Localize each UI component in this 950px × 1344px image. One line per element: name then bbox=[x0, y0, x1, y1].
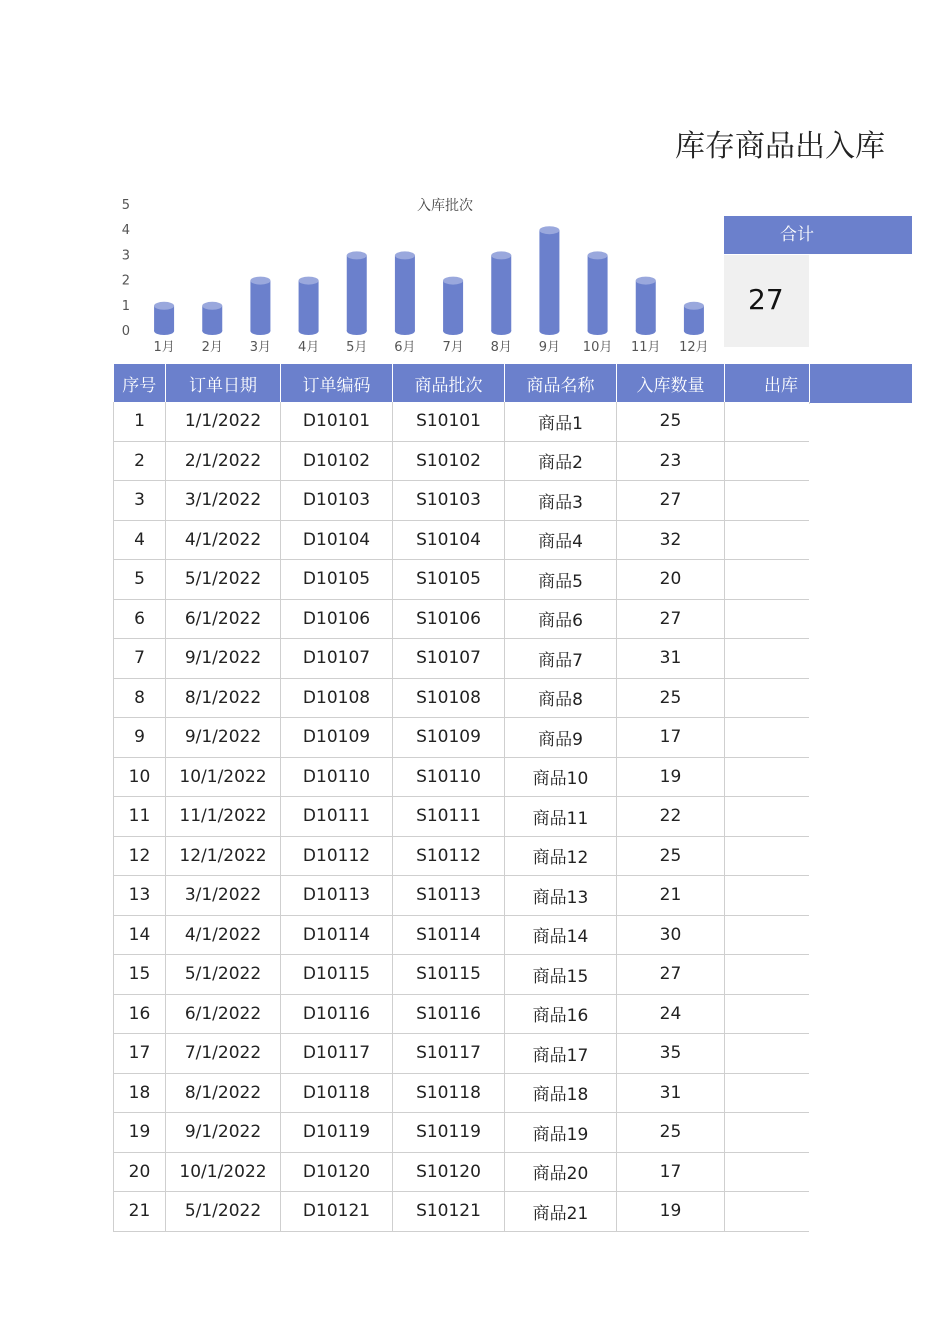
cell-order-code: D10103 bbox=[281, 481, 393, 521]
table-row bbox=[114, 402, 810, 441]
product-name-prefix: 商品 bbox=[532, 769, 567, 790]
cell-batch: S10110 bbox=[393, 757, 505, 797]
cell-order-code: D10114 bbox=[281, 915, 393, 955]
cell-index: 7 bbox=[114, 639, 166, 679]
product-name-prefix: 商品 bbox=[532, 966, 567, 987]
cell-order-date: 11/1/2022 bbox=[166, 797, 281, 837]
product-name-number: 19 bbox=[566, 1124, 589, 1145]
cell-batch: S10121 bbox=[393, 1192, 505, 1232]
bar bbox=[443, 277, 463, 335]
cell-inbound-qty: 17 bbox=[617, 718, 725, 758]
cell-batch: S10105 bbox=[393, 560, 505, 600]
cell-index: 13 bbox=[114, 876, 166, 916]
table-row bbox=[114, 915, 810, 955]
inbound-batch-chart bbox=[110, 190, 720, 360]
cell-inbound-qty: 25 bbox=[617, 1113, 725, 1153]
cell-order-date: 9/1/2022 bbox=[166, 639, 281, 679]
product-name-number: 6 bbox=[572, 611, 583, 632]
cell-order-code: D10107 bbox=[281, 639, 393, 679]
x-tick-label: 12月 bbox=[679, 340, 709, 355]
y-tick-label: 0 bbox=[121, 324, 130, 339]
cell-batch: S10107 bbox=[393, 639, 505, 679]
cell-order-code: D10120 bbox=[281, 1152, 393, 1192]
bar-base bbox=[395, 327, 415, 335]
col-header-inbound-qty: 入库数量 bbox=[617, 364, 725, 402]
bar-base bbox=[299, 327, 319, 335]
bar-body bbox=[395, 255, 415, 331]
table-row bbox=[114, 639, 810, 679]
cell-order-code: D10102 bbox=[281, 441, 393, 481]
page-title: 库存商品出入库 bbox=[675, 129, 885, 164]
bar-cap bbox=[588, 251, 608, 259]
col-header-order-date: 订单日期 bbox=[166, 364, 281, 402]
cell-product-name bbox=[505, 1034, 617, 1074]
y-tick-label: 3 bbox=[121, 248, 130, 264]
bar-base bbox=[539, 327, 559, 335]
bar bbox=[395, 251, 415, 335]
bar-cap bbox=[636, 277, 656, 285]
cell-order-date: 5/1/2022 bbox=[166, 1192, 281, 1232]
cell-product-name bbox=[505, 1152, 617, 1192]
table-row bbox=[114, 757, 810, 797]
bar-cap bbox=[443, 277, 463, 285]
cell-inbound-qty: 35 bbox=[617, 1034, 725, 1074]
bar-base bbox=[443, 327, 463, 335]
y-tick-label: 5 bbox=[121, 198, 130, 213]
product-name-prefix: 商品 bbox=[532, 927, 567, 948]
bar-body bbox=[636, 281, 656, 331]
product-name-number: 21 bbox=[566, 1203, 589, 1224]
cell-index: 16 bbox=[114, 994, 166, 1034]
cell-index: 15 bbox=[114, 955, 166, 995]
cell-batch: S10101 bbox=[393, 402, 505, 441]
cell-outbound bbox=[725, 836, 810, 876]
cell-outbound bbox=[725, 678, 810, 718]
cell-order-date: 10/1/2022 bbox=[166, 757, 281, 797]
cell-batch: S10119 bbox=[393, 1113, 505, 1153]
product-name-number: 13 bbox=[566, 887, 589, 908]
cell-order-code: D10110 bbox=[281, 757, 393, 797]
bar-cap bbox=[202, 302, 222, 310]
clip-mask bbox=[809, 255, 950, 363]
col-header-outbound-label: 出库 bbox=[764, 375, 798, 396]
cell-inbound-qty: 21 bbox=[617, 876, 725, 916]
table-row bbox=[114, 441, 810, 481]
table-row bbox=[114, 955, 810, 995]
cell-inbound-qty: 25 bbox=[617, 402, 725, 441]
bar-body bbox=[299, 281, 319, 331]
cell-product-name bbox=[505, 797, 617, 837]
cell-outbound bbox=[725, 915, 810, 955]
cell-outbound bbox=[725, 876, 810, 916]
table-row bbox=[114, 560, 810, 600]
cell-batch: S10114 bbox=[393, 915, 505, 955]
product-name-number: 9 bbox=[572, 729, 583, 750]
cell-order-code: D10101 bbox=[281, 402, 393, 441]
cell-order-code: D10117 bbox=[281, 1034, 393, 1074]
cell-batch: S10113 bbox=[393, 876, 505, 916]
cell-outbound bbox=[725, 994, 810, 1034]
bar-cap bbox=[491, 251, 511, 259]
cell-product-name bbox=[505, 1073, 617, 1113]
bar-body bbox=[250, 281, 270, 331]
cell-order-code: D10109 bbox=[281, 718, 393, 758]
cell-order-date: 6/1/2022 bbox=[166, 994, 281, 1034]
cell-outbound bbox=[725, 639, 810, 679]
product-name-prefix: 商品 bbox=[538, 413, 573, 434]
cell-index: 11 bbox=[114, 797, 166, 837]
cell-batch: S10104 bbox=[393, 520, 505, 560]
product-name-prefix: 商品 bbox=[532, 848, 567, 869]
bar bbox=[347, 251, 367, 335]
bar bbox=[202, 302, 222, 335]
cell-order-code: D10104 bbox=[281, 520, 393, 560]
cell-order-code: D10116 bbox=[281, 994, 393, 1034]
cell-order-code: D10119 bbox=[281, 1113, 393, 1153]
product-name-prefix: 商品 bbox=[532, 1124, 567, 1145]
cell-index: 14 bbox=[114, 915, 166, 955]
product-name-prefix: 商品 bbox=[532, 808, 567, 829]
cell-order-date: 3/1/2022 bbox=[166, 481, 281, 521]
bar-base bbox=[684, 327, 704, 335]
col-header-order-code: 订单编码 bbox=[281, 364, 393, 402]
chart-svg bbox=[110, 190, 720, 360]
cell-outbound bbox=[725, 560, 810, 600]
table-row bbox=[114, 994, 810, 1034]
cell-inbound-qty: 19 bbox=[617, 757, 725, 797]
cell-product-name bbox=[505, 994, 617, 1034]
cell-order-date: 4/1/2022 bbox=[166, 915, 281, 955]
bar-cap bbox=[684, 302, 704, 310]
x-tick-label: 6月 bbox=[394, 340, 416, 355]
cell-batch: S10108 bbox=[393, 678, 505, 718]
cell-index: 21 bbox=[114, 1192, 166, 1232]
cell-order-date: 9/1/2022 bbox=[166, 1113, 281, 1153]
cell-outbound bbox=[725, 1034, 810, 1074]
cell-index: 18 bbox=[114, 1073, 166, 1113]
product-name-prefix: 商品 bbox=[532, 1164, 567, 1185]
bar-cap bbox=[250, 277, 270, 285]
bar-body bbox=[347, 255, 367, 331]
bar-body bbox=[539, 230, 559, 331]
cell-outbound bbox=[725, 797, 810, 837]
product-name-number: 20 bbox=[566, 1164, 589, 1185]
product-name-prefix: 商品 bbox=[538, 492, 573, 513]
x-tick-label: 4月 bbox=[297, 340, 320, 355]
cell-index: 20 bbox=[114, 1152, 166, 1192]
cell-index: 6 bbox=[114, 599, 166, 639]
bar bbox=[539, 226, 559, 335]
cell-index: 12 bbox=[114, 836, 166, 876]
x-tick-label: 7月 bbox=[442, 340, 464, 355]
table-header-row bbox=[114, 364, 810, 402]
table-row bbox=[114, 1152, 810, 1192]
cell-outbound bbox=[725, 1113, 810, 1153]
cell-index: 8 bbox=[114, 678, 166, 718]
bar-cap bbox=[539, 226, 559, 234]
product-name-prefix: 商品 bbox=[538, 571, 573, 592]
x-tick-label: 11月 bbox=[630, 340, 661, 355]
bar bbox=[636, 277, 656, 335]
cell-batch: S10115 bbox=[393, 955, 505, 995]
product-name-prefix: 商品 bbox=[538, 729, 573, 750]
cell-order-code: D10111 bbox=[281, 797, 393, 837]
cell-outbound bbox=[725, 520, 810, 560]
product-name-prefix: 商品 bbox=[538, 453, 573, 474]
cell-outbound bbox=[725, 481, 810, 521]
col-header-batch: 商品批次 bbox=[393, 364, 505, 402]
cell-product-name bbox=[505, 441, 617, 481]
cell-outbound bbox=[725, 599, 810, 639]
product-name-number: 7 bbox=[572, 650, 583, 671]
cell-order-date: 9/1/2022 bbox=[166, 718, 281, 758]
cell-product-name bbox=[505, 1113, 617, 1153]
cell-order-code: D10113 bbox=[281, 876, 393, 916]
cell-order-code: D10108 bbox=[281, 678, 393, 718]
table-row bbox=[114, 678, 810, 718]
cell-outbound bbox=[725, 757, 810, 797]
cell-inbound-qty: 30 bbox=[617, 915, 725, 955]
x-tick-label: 8月 bbox=[490, 340, 512, 355]
cell-outbound bbox=[725, 402, 810, 441]
col-header-outbound bbox=[725, 364, 810, 402]
cell-inbound-qty: 22 bbox=[617, 797, 725, 837]
total-header-label: 合计 bbox=[780, 225, 814, 245]
table-row bbox=[114, 1113, 810, 1153]
product-name-prefix: 商品 bbox=[538, 532, 573, 553]
cell-product-name bbox=[505, 599, 617, 639]
table-row bbox=[114, 1073, 810, 1113]
cell-batch: S10118 bbox=[393, 1073, 505, 1113]
cell-batch: S10109 bbox=[393, 718, 505, 758]
product-name-prefix: 商品 bbox=[532, 1203, 567, 1224]
bar-base bbox=[491, 327, 511, 335]
bar-cap bbox=[347, 251, 367, 259]
cell-batch: S10102 bbox=[393, 441, 505, 481]
product-name-number: 14 bbox=[566, 927, 589, 948]
cell-batch: S10120 bbox=[393, 1152, 505, 1192]
table-row bbox=[114, 836, 810, 876]
cell-batch: S10117 bbox=[393, 1034, 505, 1074]
product-name-prefix: 商品 bbox=[532, 1045, 567, 1066]
y-tick-label: 2 bbox=[121, 273, 130, 289]
y-tick-label: 1 bbox=[121, 298, 130, 314]
product-name-prefix: 商品 bbox=[532, 1006, 567, 1027]
x-tick-label: 2月 bbox=[201, 340, 223, 355]
cell-batch: S10103 bbox=[393, 481, 505, 521]
cell-order-code: D10121 bbox=[281, 1192, 393, 1232]
bar-cap bbox=[299, 277, 319, 285]
inventory-table bbox=[113, 364, 810, 1232]
product-name-prefix: 商品 bbox=[538, 650, 573, 671]
bar-body bbox=[443, 281, 463, 331]
cell-inbound-qty: 25 bbox=[617, 836, 725, 876]
bar-cap bbox=[154, 302, 174, 310]
cell-inbound-qty: 25 bbox=[617, 678, 725, 718]
cell-order-date: 10/1/2022 bbox=[166, 1152, 281, 1192]
cell-index: 3 bbox=[114, 481, 166, 521]
table-row bbox=[114, 599, 810, 639]
cell-outbound bbox=[725, 441, 810, 481]
total-header bbox=[724, 216, 912, 254]
cell-order-date: 12/1/2022 bbox=[166, 836, 281, 876]
cell-index: 5 bbox=[114, 560, 166, 600]
cell-product-name bbox=[505, 876, 617, 916]
cell-index: 2 bbox=[114, 441, 166, 481]
cell-inbound-qty: 23 bbox=[617, 441, 725, 481]
col-header-product-name: 商品名称 bbox=[505, 364, 617, 402]
cell-order-date: 8/1/2022 bbox=[166, 1073, 281, 1113]
cell-index: 17 bbox=[114, 1034, 166, 1074]
bar-body bbox=[491, 255, 511, 331]
bar bbox=[588, 251, 608, 335]
bar-cap bbox=[395, 251, 415, 259]
cell-product-name bbox=[505, 481, 617, 521]
product-name-prefix: 商品 bbox=[538, 611, 573, 632]
cell-inbound-qty: 31 bbox=[617, 639, 725, 679]
cell-order-code: D10105 bbox=[281, 560, 393, 600]
cell-batch: S10111 bbox=[393, 797, 505, 837]
product-name-number: 10 bbox=[566, 769, 589, 790]
x-tick-label: 10月 bbox=[582, 340, 613, 355]
cell-order-date: 6/1/2022 bbox=[166, 599, 281, 639]
table-row bbox=[114, 718, 810, 758]
cell-inbound-qty: 20 bbox=[617, 560, 725, 600]
total-box bbox=[724, 255, 809, 347]
cell-order-date: 5/1/2022 bbox=[166, 955, 281, 995]
cell-order-date: 5/1/2022 bbox=[166, 560, 281, 600]
bar-base bbox=[636, 327, 656, 335]
total-value: 27 bbox=[748, 283, 784, 316]
cell-inbound-qty: 19 bbox=[617, 1192, 725, 1232]
bar-base bbox=[347, 327, 367, 335]
cell-batch: S10112 bbox=[393, 836, 505, 876]
col-header-index: 序号 bbox=[114, 364, 166, 402]
product-name-number: 11 bbox=[566, 808, 589, 829]
cell-product-name bbox=[505, 560, 617, 600]
bar-base bbox=[202, 327, 222, 335]
cell-inbound-qty: 27 bbox=[617, 481, 725, 521]
bar bbox=[154, 302, 174, 335]
product-name-number: 12 bbox=[566, 848, 589, 869]
cell-inbound-qty: 32 bbox=[617, 520, 725, 560]
x-tick-label: 3月 bbox=[249, 340, 272, 355]
header-extension bbox=[809, 364, 912, 403]
table-row bbox=[114, 797, 810, 837]
product-name-number: 4 bbox=[572, 532, 583, 553]
cell-outbound bbox=[725, 718, 810, 758]
bar-body bbox=[588, 255, 608, 331]
cell-order-date: 1/1/2022 bbox=[166, 402, 281, 441]
bar bbox=[684, 302, 704, 335]
cell-index: 10 bbox=[114, 757, 166, 797]
cell-inbound-qty: 24 bbox=[617, 994, 725, 1034]
bar-base bbox=[250, 327, 270, 335]
product-name-number: 18 bbox=[566, 1085, 589, 1106]
y-tick-label: 4 bbox=[121, 223, 130, 239]
cell-product-name bbox=[505, 836, 617, 876]
cell-order-date: 2/1/2022 bbox=[166, 441, 281, 481]
bar bbox=[491, 251, 511, 335]
cell-product-name bbox=[505, 718, 617, 758]
chart-title: 入库批次 bbox=[417, 198, 473, 214]
cell-product-name bbox=[505, 678, 617, 718]
cell-order-code: D10115 bbox=[281, 955, 393, 995]
product-name-number: 8 bbox=[572, 690, 583, 711]
table-row bbox=[114, 1034, 810, 1074]
bar-base bbox=[588, 327, 608, 335]
product-name-number: 1 bbox=[572, 413, 583, 434]
product-name-number: 16 bbox=[566, 1006, 589, 1027]
cell-product-name bbox=[505, 955, 617, 995]
product-name-number: 17 bbox=[566, 1045, 589, 1066]
product-name-prefix: 商品 bbox=[532, 887, 567, 908]
cell-inbound-qty: 27 bbox=[617, 599, 725, 639]
cell-inbound-qty: 27 bbox=[617, 955, 725, 995]
bar bbox=[299, 277, 319, 335]
cell-product-name bbox=[505, 639, 617, 679]
product-name-number: 15 bbox=[566, 966, 589, 987]
cell-outbound bbox=[725, 1152, 810, 1192]
cell-index: 1 bbox=[114, 402, 166, 441]
product-name-prefix: 商品 bbox=[532, 1085, 567, 1106]
x-tick-label: 5月 bbox=[346, 340, 368, 355]
cell-product-name bbox=[505, 1192, 617, 1232]
cell-batch: S10116 bbox=[393, 994, 505, 1034]
cell-order-date: 8/1/2022 bbox=[166, 678, 281, 718]
cell-order-date: 7/1/2022 bbox=[166, 1034, 281, 1074]
cell-order-code: D10106 bbox=[281, 599, 393, 639]
cell-order-date: 3/1/2022 bbox=[166, 876, 281, 916]
table-row bbox=[114, 520, 810, 560]
x-tick-label: 1月 bbox=[153, 340, 175, 355]
cell-product-name bbox=[505, 402, 617, 441]
cell-outbound bbox=[725, 1192, 810, 1232]
cell-outbound bbox=[725, 955, 810, 995]
x-tick-label: 9月 bbox=[538, 340, 561, 355]
cell-order-date: 4/1/2022 bbox=[166, 520, 281, 560]
cell-index: 19 bbox=[114, 1113, 166, 1153]
cell-index: 9 bbox=[114, 718, 166, 758]
cell-outbound bbox=[725, 1073, 810, 1113]
table-row bbox=[114, 481, 810, 521]
table-row bbox=[114, 1192, 810, 1232]
bar-base bbox=[154, 327, 174, 335]
product-name-prefix: 商品 bbox=[538, 690, 573, 711]
cell-order-code: D10118 bbox=[281, 1073, 393, 1113]
cell-order-code: D10112 bbox=[281, 836, 393, 876]
cell-index: 4 bbox=[114, 520, 166, 560]
table-row bbox=[114, 876, 810, 916]
cell-inbound-qty: 17 bbox=[617, 1152, 725, 1192]
product-name-number: 3 bbox=[572, 492, 583, 513]
cell-product-name bbox=[505, 757, 617, 797]
product-name-number: 5 bbox=[572, 571, 583, 592]
bar bbox=[250, 277, 270, 335]
cell-batch: S10106 bbox=[393, 599, 505, 639]
product-name-number: 2 bbox=[572, 453, 583, 474]
right-clip-mask bbox=[809, 404, 950, 1244]
cell-inbound-qty: 31 bbox=[617, 1073, 725, 1113]
cell-product-name bbox=[505, 915, 617, 955]
cell-product-name bbox=[505, 520, 617, 560]
